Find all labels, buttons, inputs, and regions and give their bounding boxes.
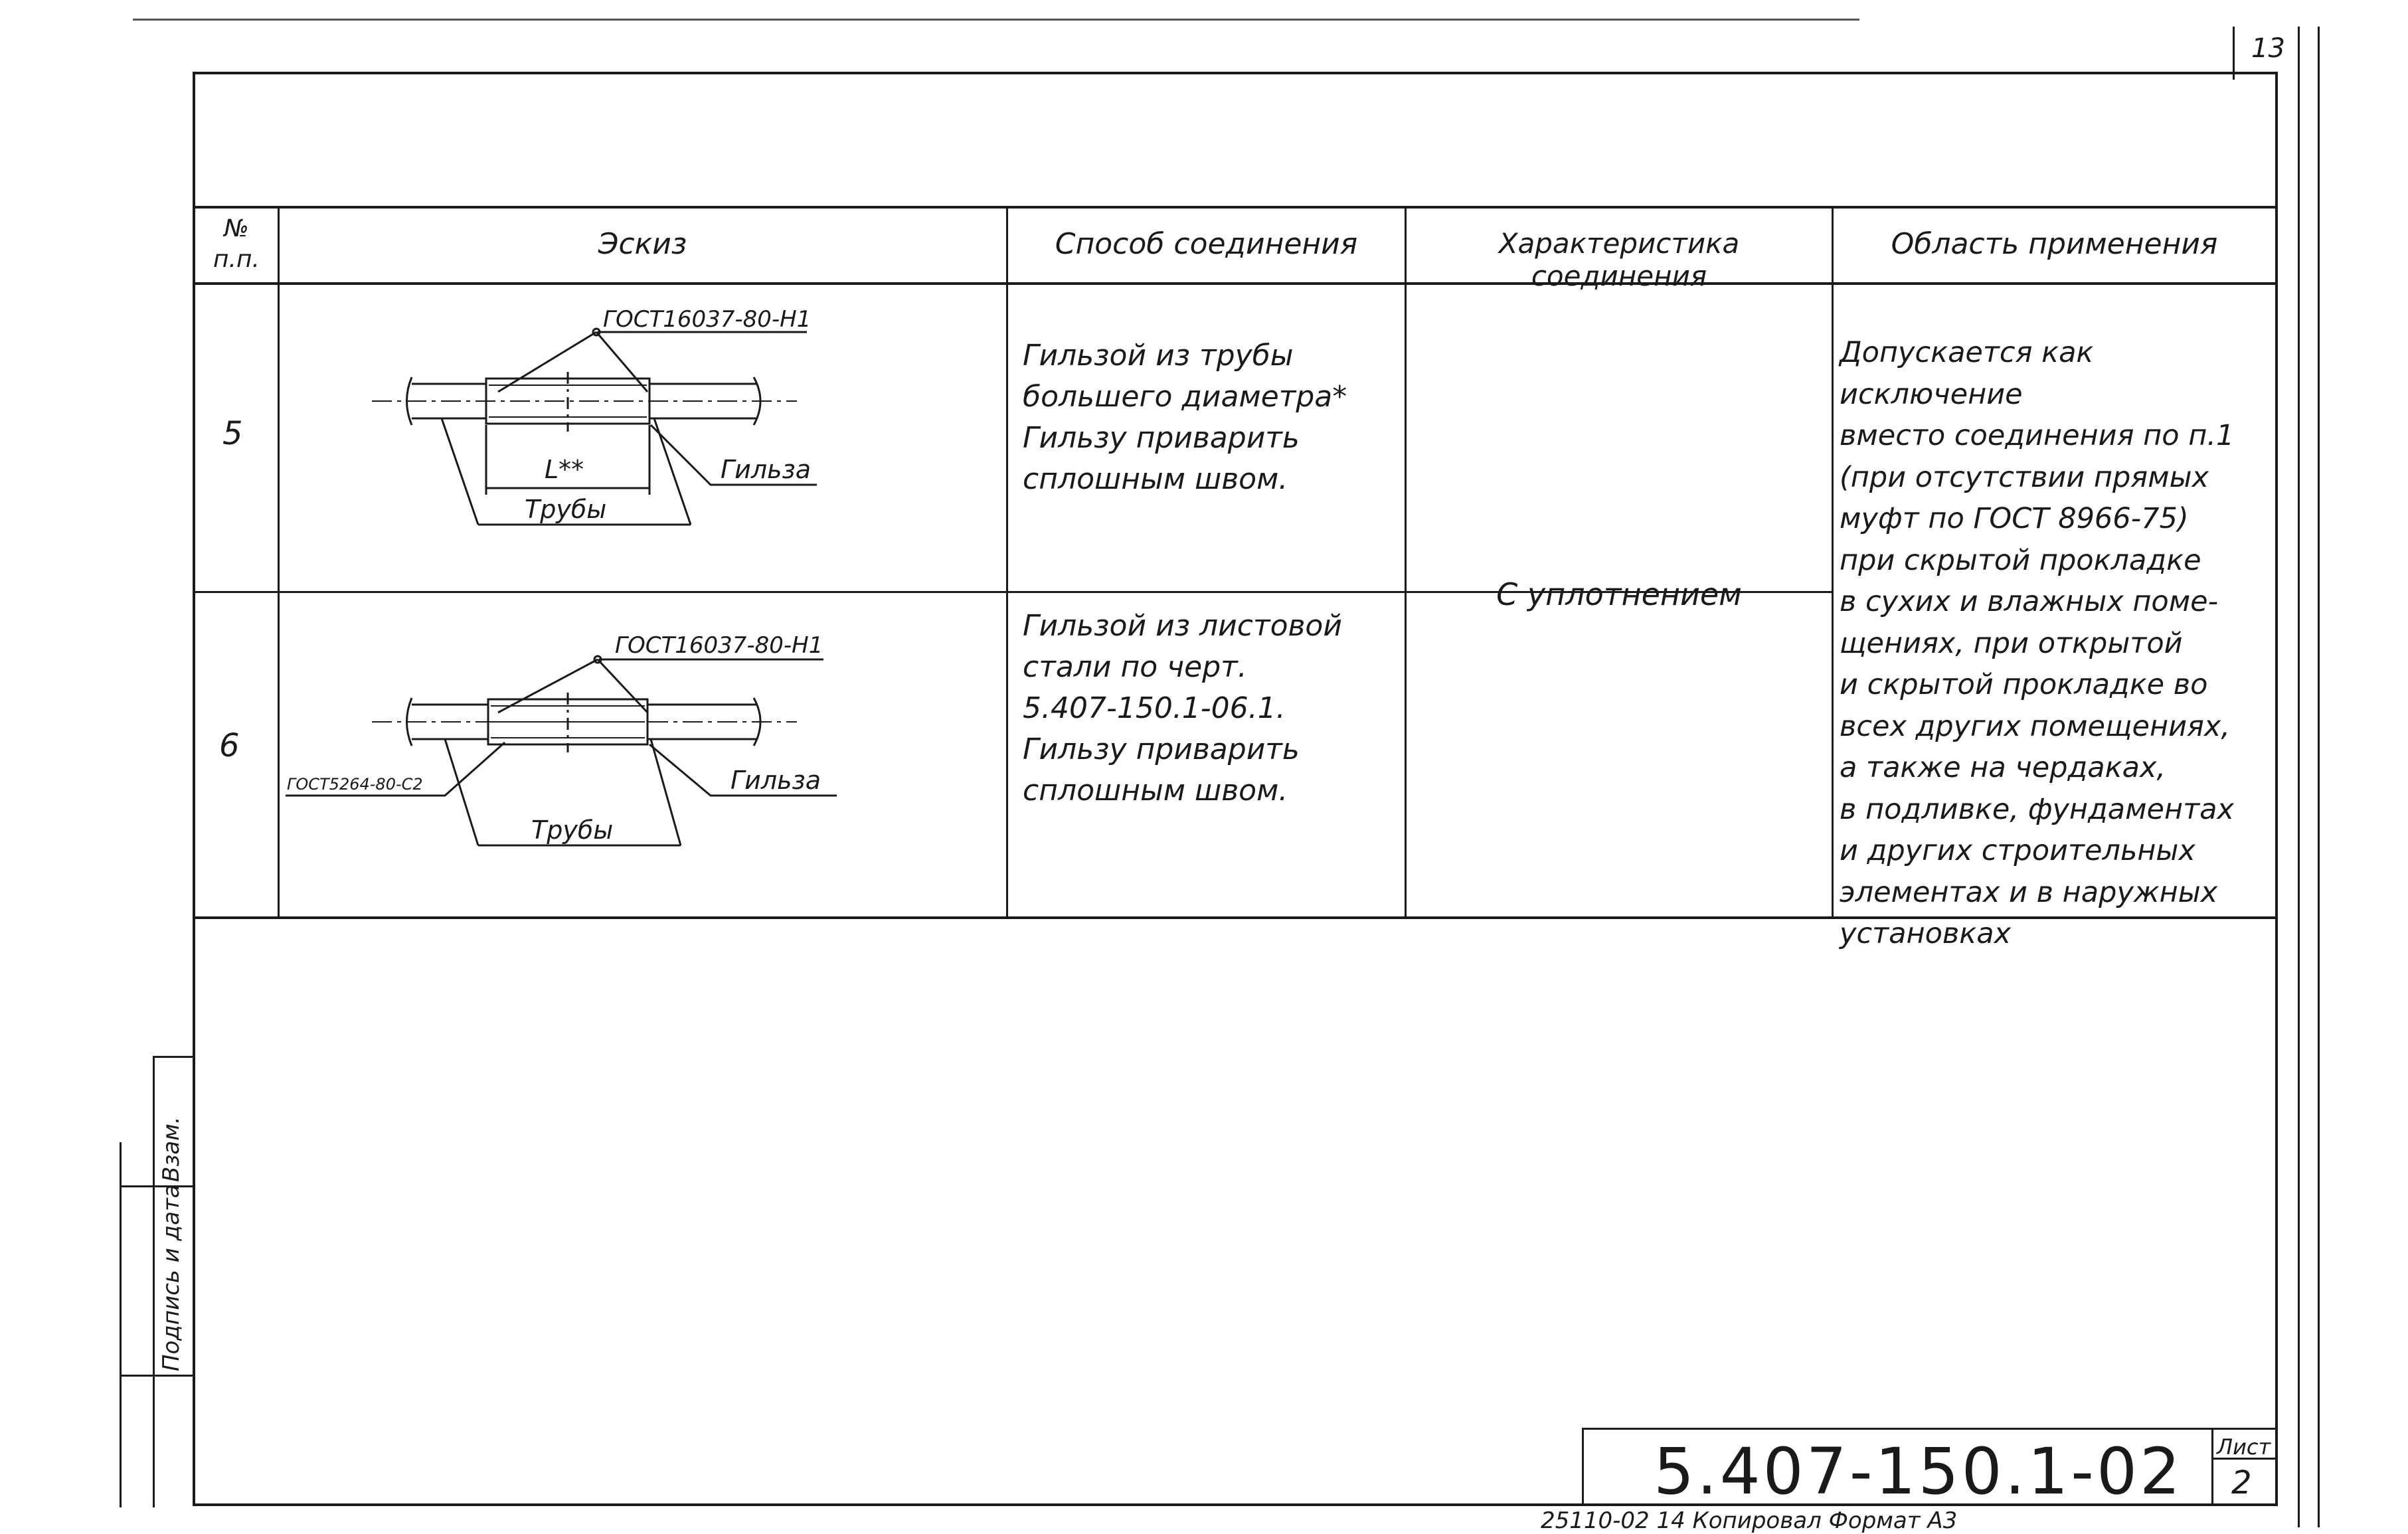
pipes-leader-left — [442, 418, 478, 525]
frame-left-edge — [193, 72, 195, 1506]
header-method: Способ соединения — [1055, 227, 1358, 261]
method-row-5: Гильзой из трубы большего диаметра* Гильзу приварить сплошным швом. — [1023, 339, 1347, 496]
col-divider-sketch — [1006, 206, 1008, 918]
pipes-label-5: Трубы — [525, 495, 607, 524]
method-row-6: Гильзой из листовой стали по черт. 5.407-150.1-06.1. Гильзу приварить сплошным швом. — [1023, 609, 1342, 808]
pipes-label-6: Трубы — [531, 815, 614, 845]
frame-top-edge — [193, 72, 2278, 74]
row-5-number: 5 — [222, 415, 243, 452]
sleeve-label-5: Гильза — [721, 455, 812, 484]
side-label-replace: Взам. — [158, 1116, 185, 1182]
side-stamp-mid-2 — [120, 1375, 194, 1377]
page-number-box-left — [2233, 27, 2235, 80]
table-header-top-line — [193, 206, 2278, 209]
top-scan-line — [133, 19, 1859, 21]
weld-leader-2 — [596, 332, 647, 392]
sleeve-label-6: Гильза — [731, 766, 821, 795]
title-block-top — [1582, 1428, 2277, 1430]
sheet-number: 2 — [2231, 1464, 2252, 1501]
sheet-box-left — [2211, 1428, 2213, 1505]
right-margin-line-2 — [2318, 27, 2320, 1527]
header-area: Область применения — [1891, 227, 2218, 261]
characteristic-merged: С уплотнением — [1496, 576, 1742, 612]
area-merged: Допускается как исключение вместо соединения по п.1 (при отсутствии прямых муфт по ГОСТ 8966-75) при скрытой прокладке в сухих и влажных поме- щениях, при открытой и скрытой прокладке во всех других помещениях, а также на чердаках, в подливке, фундаментах и других строительных элементах и в наружных установках — [1840, 336, 2235, 950]
header-num: № п.п. — [213, 215, 260, 273]
side-label-signature: Подпись и дата — [158, 1184, 185, 1371]
pipes-leader-right — [654, 418, 691, 525]
weld-leader-2 — [598, 659, 647, 713]
dimension-label-5: L** — [545, 455, 584, 484]
gost-label-5: ГОСТ16037-80-Н1 — [603, 306, 812, 333]
gost-label-6: ГОСТ16037-80-Н1 — [615, 632, 823, 659]
weld-leader-1 — [498, 659, 598, 713]
right-margin-line-1 — [2298, 27, 2300, 1527]
header-characteristic: Характеристика соединения — [1498, 227, 1740, 292]
side-stamp-outer — [153, 1056, 155, 1507]
bottom-note: 25110-02 14 Копировал Формат А3 — [1541, 1507, 1958, 1534]
col-divider-method — [1405, 206, 1407, 918]
sketch-row-5 — [279, 286, 1006, 591]
col-divider-characteristic — [1832, 206, 1834, 918]
pipes-leader-right — [651, 739, 681, 845]
page-number: 13 — [2251, 33, 2285, 64]
table-header-bottom-line — [193, 282, 2278, 285]
row-6-number: 6 — [219, 727, 240, 764]
frame-right-edge — [2275, 72, 2278, 1506]
sheet-label: Лист — [2217, 1434, 2271, 1460]
header-sketch: Эскиз — [598, 227, 687, 261]
gost-left-label-6: ГОСТ5264-80-С2 — [287, 775, 423, 794]
side-stamp-inner — [120, 1142, 122, 1507]
sketch-row-6 — [279, 593, 1006, 916]
side-stamp-top — [153, 1056, 194, 1058]
title-block-left — [1582, 1428, 1584, 1505]
weld-leader-1 — [498, 332, 596, 392]
document-code: 5.407-150.1-02 — [1654, 1434, 2184, 1509]
